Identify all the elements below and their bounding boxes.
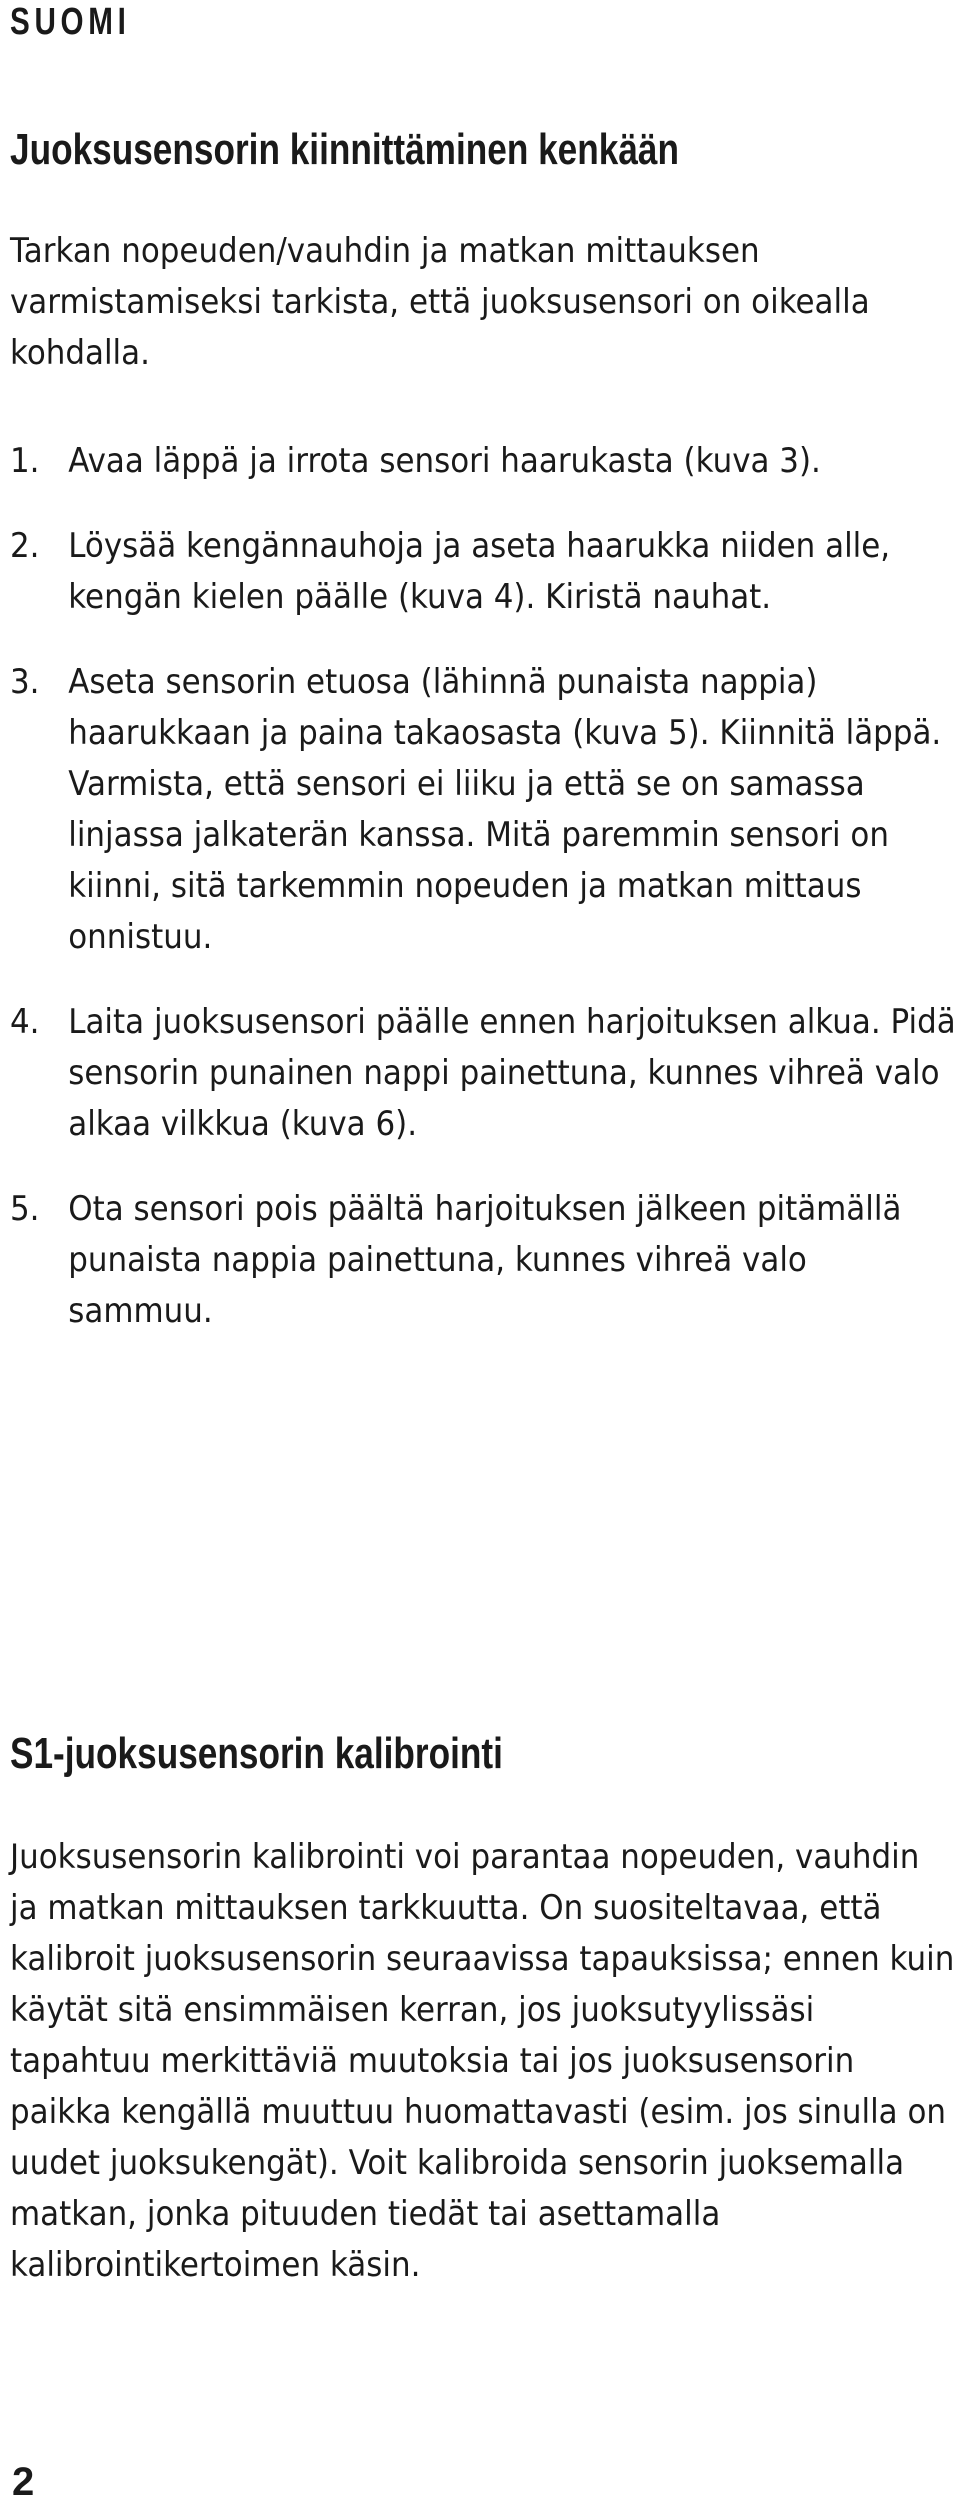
- step-2: [10, 521, 956, 623]
- step-number: 5.: [10, 1189, 40, 1229]
- calibration-paragraph: Juoksusensorin kalibrointi voi parantaa nopeuden, vauhdin ja matkan mittauksen tarkkuutta. On suositeltavaa, että kalibroit juoksusensorin seuraavissa tapauksissa; ennen kuin käytät sitä ensimmäisen kerran, jos juoksutyylissäsi tapahtuu merkittäviä muutoksia tai jos juoksusensorin paikka kengällä muuttuu huomattavasti (esim. jos sinulla on uudet juoksukengät). Voit kalibroida sensorin juoksemalla matkan, jonka pituuden tiedät tai asettamalla kalibrointikertoimen käsin.: [10, 1837, 955, 2285]
- step-text: Avaa läppä ja irrota sensori haarukasta (kuva 3).: [68, 441, 821, 481]
- step-number: 1.: [10, 441, 40, 481]
- step-1: [10, 436, 956, 487]
- page-number: 2: [12, 2460, 35, 2504]
- step-5: [10, 1184, 956, 1337]
- step-number: 4.: [10, 1002, 40, 1042]
- language-tag: SUOMI: [10, 1, 131, 43]
- step-4: [10, 997, 956, 1150]
- step-text: Löysää kengännauhoja ja aseta haarukka niiden alle, kengän kielen päälle (kuva 4). Kiristä nauhat.: [68, 526, 891, 617]
- step-text: Laita juoksusensori päälle ennen harjoituksen alkua. Pidä sensorin punainen nappi painettuna, kunnes vihreä valo alkaa vilkkua (kuva 6).: [68, 1002, 956, 1144]
- step-number: 2.: [10, 526, 40, 566]
- step-text: Aseta sensorin etuosa (lähinnä punaista nappia) haarukkaan ja paina takaosasta (kuva 5). Kiinnitä läppä. Varmista, että sensori ei liiku ja että se on samassa linjassa jalkaterän kanssa. Mitä paremmin sensori on kiinni, sitä tarkemmin nopeuden ja matkan mittaus onnistuu.: [68, 662, 942, 957]
- step-number: 3.: [10, 662, 40, 702]
- intro-paragraph: Tarkan nopeuden/vauhdin ja matkan mittauksen varmistamiseksi tarkista, että juoksusensori on oikealla kohdalla.: [10, 231, 870, 373]
- instruction-steps: [10, 436, 956, 1337]
- section-title-attaching-sensor: Juoksusensorin kiinnittäminen kenkään: [10, 125, 679, 174]
- step-text: Ota sensori pois päältä harjoituksen jälkeen pitämällä punaista nappia painettuna, kunnes vihreä valo sammuu.: [68, 1189, 902, 1331]
- section-title-calibration: S1-juoksusensorin kalibrointi: [10, 1729, 503, 1778]
- step-3: [10, 657, 956, 963]
